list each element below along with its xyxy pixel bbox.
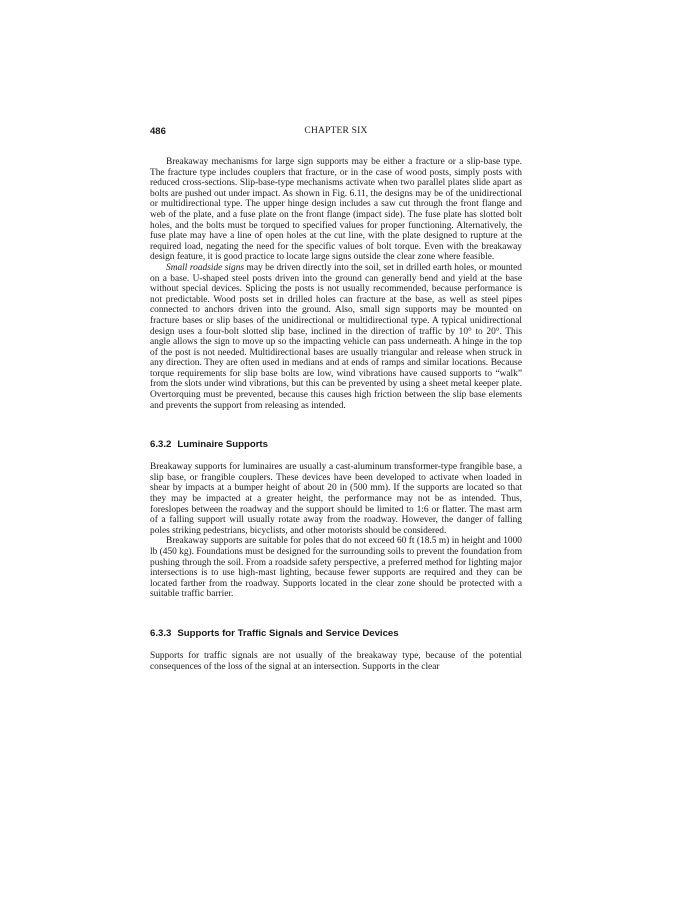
- section-body-luminaire-supports: [150, 462, 522, 600]
- section-breakaway-sign-supports: [150, 157, 522, 411]
- paragraph-small-roadside-signs: [150, 263, 522, 411]
- section-number: 6.3.2: [150, 439, 172, 451]
- section-title: Supports for Traffic Signals and Service Devices: [177, 627, 399, 639]
- small-roadside-signs-term: Small roadside signs: [166, 262, 245, 273]
- section-heading-traffic-signals: [150, 628, 522, 640]
- section-heading-luminaire-supports: [150, 439, 522, 451]
- chapter-title: CHAPTER SIX: [304, 126, 368, 136]
- paragraph-luminaire-limits: Breakaway supports are suitable for poles that do not exceed 60 ft (18.5 m) in height and 1000 lb (450 kg). Foundations must be designed for the surrounding soils to prevent the foundation from pushing through the soil. From a roadside safety perspective, a preferred method for lighting major intersections is to use high-mast lighting, because fewer supports are required and they can be located farther from the roadway. Supports located in the clear zone should be protected with a suitable traffic barrier.: [150, 536, 522, 600]
- paragraph-traffic-signal-supports: Supports for traffic signals are not usually of the breakaway type, because of the potential consequences of the loss of the signal at an intersection. Supports in the clear: [150, 650, 522, 672]
- section-number: 6.3.3: [150, 627, 172, 639]
- page-number: 486: [150, 126, 166, 137]
- running-head: [150, 126, 522, 140]
- paragraph-luminaire-breakaway: Breakaway supports for luminaires are usually a cast-aluminum transformer-type frangible base, a slip base, or frangible couplers. These devices have been developed to activate when loaded in shear by impacts at a bumper height of about 20 in (500 mm). If the supports are located so that they may be impacted at a greater height, the performance may not be as intended. Thus, foreslopes between the roadway and the support should be limited to 1:6 or flatter. The mast arm of a falling support will usually rotate away from the roadway. However, the danger of falling poles striking pedestrians, bicyclists, and other motorists should be considered.: [150, 462, 522, 536]
- small-roadside-signs-text: may be driven directly into the soil, set in drilled earth holes, or mounted on a base. U-shaped steel posts driven into the ground can generally bend and yield at the base without special devices. Splicing the posts is not usually recommended, because performance is not predictable. Wood posts set in drilled holes can fracture at the base, as well as steel pipes connected to anchors driven into the ground. Also, small sign supports may be mounted on fracture bases or slip bases of the unidirectional or multidirectional type. A typical unidirectional design uses a four-bolt slotted slip base, inclined in the direction of traffic by 10° to 20°. This angle allows the sign to move up so the impacting vehicle can pass underneath. A hinge in the top of the post is not needed. Multidirectional bases are usually triangular and release when struck in any direction. They are often used in medians and at ends of ramps and similar locations. Because torque requirements for slip base bolts are low, wind vibrations have caused supports to “walk” from the slots under wind vibrations, but this can be prevented by using a sheet metal keeper plate. Overtorquing must be prevented, because this causes high friction between the slip base elements and prevents the support from releasing as intended.: [150, 262, 522, 411]
- paragraph-large-sign-supports: Breakaway mechanisms for large sign supports may be either a fracture or a slip-base type. The fracture type includes couplers that fracture, or in the case of wood posts, simply posts with reduced cross-sections. Slip-base-type mechanisms activate when two parallel plates slide apart as bolts are pushed out under impact. As shown in Fig. 6.11, the designs may be of the unidirectional or multidirectional type. The upper hinge design includes a saw cut through the front flange and web of the plate, and a fuse plate on the front flange (impact side). The fuse plate has slotted bolt holes, and the bolts must be torqued to specified values for proper functioning. Alternatively, the fuse plate may have a line of open holes at the cut line, with the plate designed to rupture at the required load, negating the need for the specific values of bolt torque. Even with the breakaway design feature, it is good practice to locate large signs outside the clear zone where feasible.: [150, 157, 522, 263]
- section-title: Luminaire Supports: [177, 439, 268, 451]
- book-page: [150, 126, 522, 672]
- section-body-traffic-signals: [150, 651, 522, 672]
